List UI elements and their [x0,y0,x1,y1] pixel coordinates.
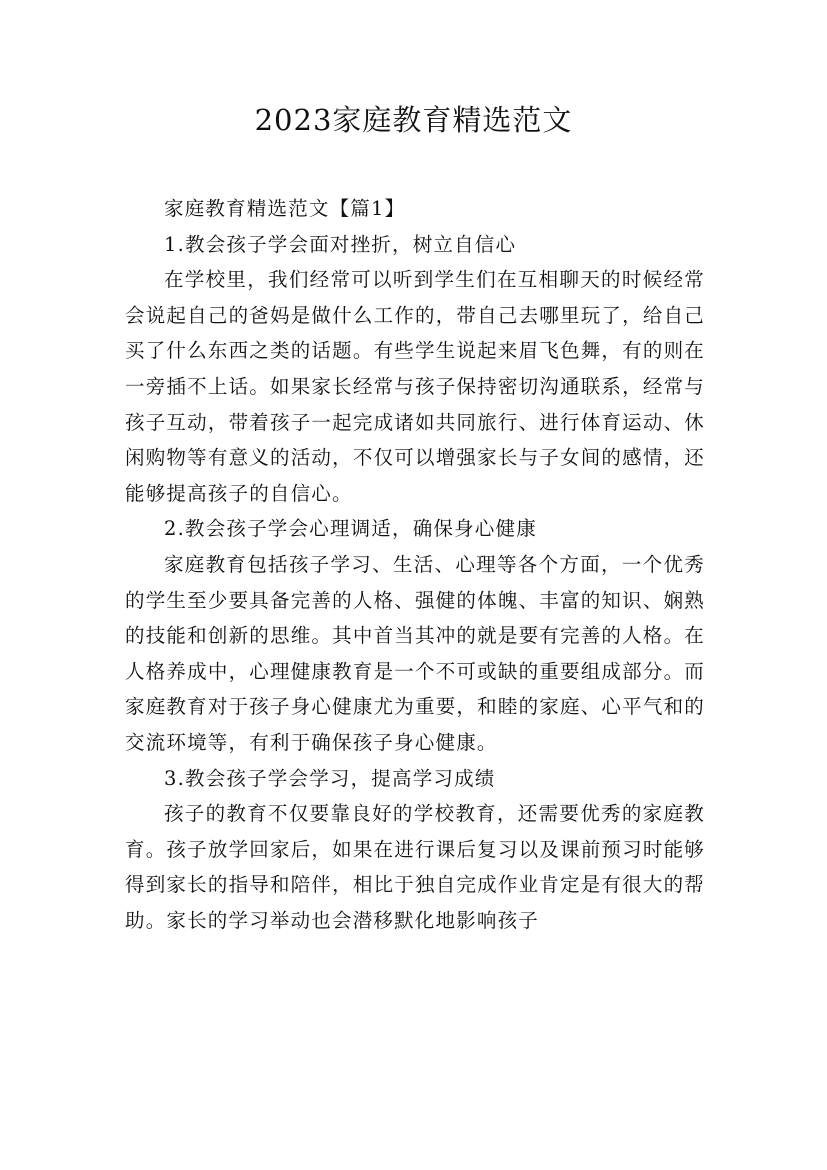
subheading-2: 2.教会孩子学会心理调适，确保身心健康 [164,517,537,541]
subheading-3: 3.教会孩子学会学习，提高学习成绩 [164,766,496,790]
document-title: 2023家庭教育精选范文 [254,103,573,137]
paragraph-3: 孩子的教育不仅要靠良好的学校教育，还需要优秀的家庭教育。孩子放学回家后，如果在进行课后复习以及课前预习时能够得到家长的指导和陪伴，相比于独自完成作业肯定是有很大的帮助。家长的学习举动也会潜移默化地影响孩子 [125,802,705,932]
paragraph-2: 家庭教育包括孩子学习、生活、心理等各个方面，一个优秀的学生至少要具备完善的人格、强健的体魄、丰富的知识、娴熟的技能和创新的思维。其中首当其冲的就是要有完善的人格。在人格养成中，心理健康教育是一个不可或缺的重要组成部分。而家庭教育对于孩子身心健康尤为重要，和睦的家庭、心平气和的交流环境等，有利于确保孩子身心健康。 [125,552,705,754]
paragraph-1: 在学校里，我们经常可以听到学生们在互相聊天的时候经常会说起自己的爸妈是做什么工作的，带自己去哪里玩了，给自己买了什么东西之类的话题。有些学生说起来眉飞色舞，有的则在一旁插不上话。如果家长经常与孩子保持密切沟通联系，经常与孩子互动，带着孩子一起完成诸如共同旅行、进行体育运动、休闲购物等有意义的活动，不仅可以增强家长与子女间的感情，还能够提高孩子的自信心。 [125,268,705,505]
section-heading-1: 家庭教育精选范文【篇1】 [164,197,406,220]
subheading-1: 1.教会孩子学会面对挫折，树立自信心 [164,232,517,256]
document-body [125,191,705,938]
